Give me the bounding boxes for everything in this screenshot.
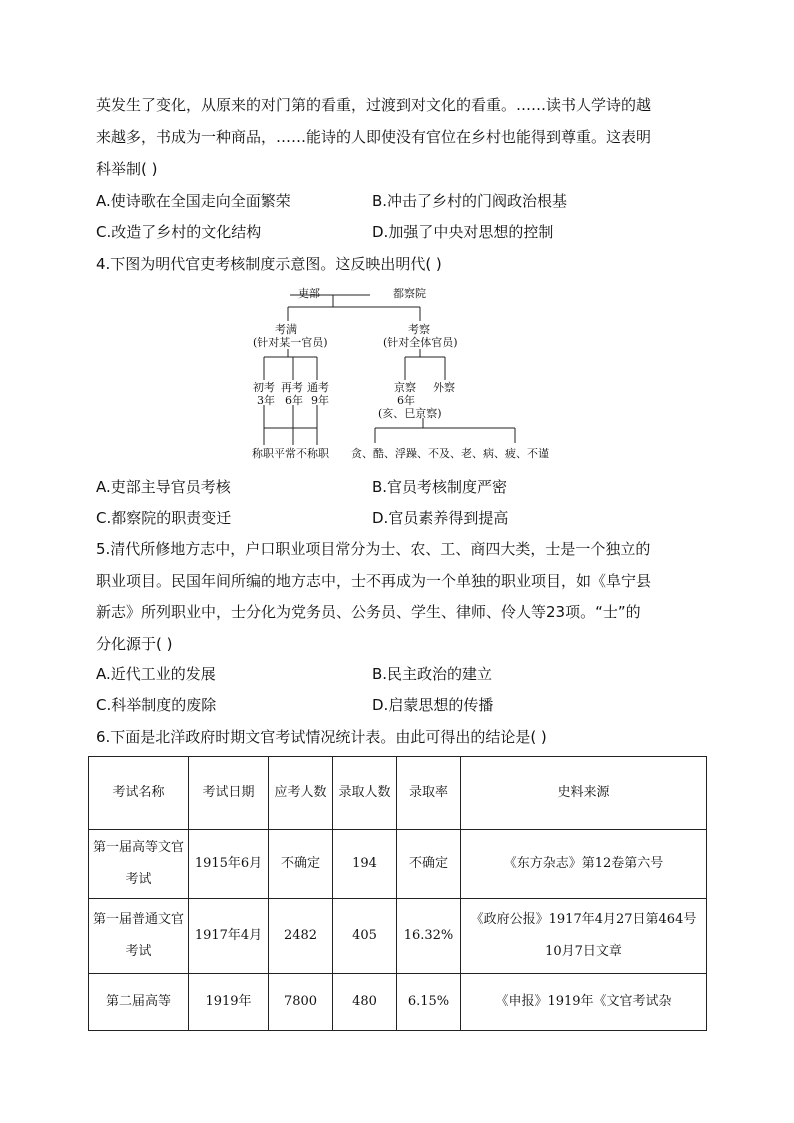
q4-option-b[interactable]: B.官员考核制度严密 bbox=[372, 478, 508, 496]
cell-admitted: 480 bbox=[333, 974, 397, 1031]
faults-label: 贪、酷、浮躁、不及、老、病、疲、不谨 bbox=[351, 447, 549, 460]
q3-option-d[interactable]: D.加强了中央对思想的控制 bbox=[372, 223, 554, 241]
q4-option-a[interactable]: A.吏部主导官员考核 bbox=[96, 478, 231, 496]
table-row bbox=[89, 974, 707, 1031]
kaoman-note: (针对某一官员) bbox=[253, 336, 328, 349]
jingcha-years: 6年 bbox=[397, 394, 415, 407]
q5-stem-line-4: 分化源于( ) bbox=[96, 635, 173, 653]
header-admitted: 录取人数 bbox=[333, 757, 397, 830]
tongkao-years: 9年 bbox=[311, 394, 329, 407]
header-applicants: 应考人数 bbox=[269, 757, 333, 830]
cell-source: 《东方杂志》第12卷第六号 bbox=[461, 830, 707, 899]
cell-applicants: 不确定 bbox=[269, 830, 333, 899]
exam-statistics-table bbox=[88, 756, 707, 1031]
cell-applicants: 2482 bbox=[269, 899, 333, 974]
table-row bbox=[89, 830, 707, 899]
libu-label: 吏部 bbox=[298, 287, 320, 300]
cell-exam-name: 第一届普通文官考试 bbox=[89, 899, 189, 974]
jingcha-note: (亥、巳京察) bbox=[378, 407, 442, 420]
kaocha-note: (针对全体官员) bbox=[383, 336, 458, 349]
header-exam-name: 考试名称 bbox=[89, 757, 189, 830]
q5-stem-line-3: 新志》所列职业中，士分化为党务员、公务员、学生、律师、伶人等23项。“士”的 bbox=[96, 603, 641, 621]
q5-option-c[interactable]: C.科举制度的废除 bbox=[96, 696, 217, 714]
table-header-row bbox=[89, 757, 707, 830]
q5-option-a[interactable]: A.近代工业的发展 bbox=[96, 665, 216, 683]
q4-option-d[interactable]: D.官员素养得到提高 bbox=[372, 509, 509, 527]
q3-option-c[interactable]: C.改造了乡村的文化结构 bbox=[96, 223, 262, 241]
q6-stem: 6.下面是北洋政府时期文官考试情况统计表。由此可得出的结论是( ) bbox=[96, 728, 547, 746]
assessment-system-diagram bbox=[245, 285, 549, 465]
diagram-lines bbox=[245, 285, 545, 465]
cell-source: 《政府公报》1917年4月27日第464号10月7日文章 bbox=[461, 899, 707, 974]
cell-exam-date: 1915年6月 bbox=[189, 830, 269, 899]
kaocha-label: 考察 bbox=[408, 323, 430, 336]
grades-label: 称职平常不称职 bbox=[252, 447, 329, 460]
q5-stem-line-2: 职业项目。民国年间所编的地方志中，士不再成为一个单独的职业项目，如《阜宁县 bbox=[96, 572, 652, 590]
cell-admission-rate: 6.15% bbox=[397, 974, 461, 1031]
q3-stem-line-3: 科举制( ) bbox=[96, 160, 158, 178]
header-source: 史料来源 bbox=[461, 757, 707, 830]
q3-option-b[interactable]: B.冲击了乡村的门阀政治根基 bbox=[372, 192, 568, 210]
zaikao-years: 6年 bbox=[285, 394, 303, 407]
cell-admission-rate: 16.32% bbox=[397, 899, 461, 974]
cell-admitted: 405 bbox=[333, 899, 397, 974]
cell-applicants: 7800 bbox=[269, 974, 333, 1031]
table-row bbox=[89, 899, 707, 974]
cell-exam-name: 第一届高等文官考试 bbox=[89, 830, 189, 899]
q5-option-d[interactable]: D.启蒙思想的传播 bbox=[372, 696, 494, 714]
kaoman-label: 考满 bbox=[275, 323, 297, 336]
q3-option-a[interactable]: A.使诗歌在全国走向全面繁荣 bbox=[96, 192, 291, 210]
chukao-years: 3年 bbox=[257, 394, 275, 407]
zaikao-label: 再考 bbox=[281, 381, 303, 394]
header-admission-rate: 录取率 bbox=[397, 757, 461, 830]
header-exam-date: 考试日期 bbox=[189, 757, 269, 830]
q4-stem: 4.下图为明代官吏考核制度示意图。这反映出明代( ) bbox=[96, 255, 442, 273]
cell-admitted: 194 bbox=[333, 830, 397, 899]
tongkao-label: 通考 bbox=[307, 381, 329, 394]
q4-option-c[interactable]: C.都察院的职责变迁 bbox=[96, 509, 232, 527]
chukao-label: 初考 bbox=[253, 381, 275, 394]
waicha-label: 外察 bbox=[433, 381, 455, 394]
q5-option-b[interactable]: B.民主政治的建立 bbox=[372, 665, 493, 683]
cell-source: 《申报》1919年《文官考试杂 bbox=[461, 974, 707, 1031]
duchayuan-label: 都察院 bbox=[393, 287, 426, 300]
q5-stem-line-1: 5.清代所修地方志中，户口职业项目常分为士、农、工、商四大类，士是一个独立的 bbox=[96, 540, 651, 558]
q3-stem-line-1: 英发生了变化，从原来的对门第的看重，过渡到对文化的看重。……读书人学诗的越 bbox=[96, 96, 652, 114]
cell-exam-date: 1917年4月 bbox=[189, 899, 269, 974]
q3-stem-line-2: 来越多，书成为一种商品，……能诗的人即使没有官位在乡村也能得到尊重。这表明 bbox=[96, 128, 652, 146]
cell-exam-date: 1919年 bbox=[189, 974, 269, 1031]
cell-exam-name: 第二届高等 bbox=[89, 974, 189, 1031]
jingcha-label: 京察 bbox=[394, 381, 416, 394]
cell-admission-rate: 不确定 bbox=[397, 830, 461, 899]
